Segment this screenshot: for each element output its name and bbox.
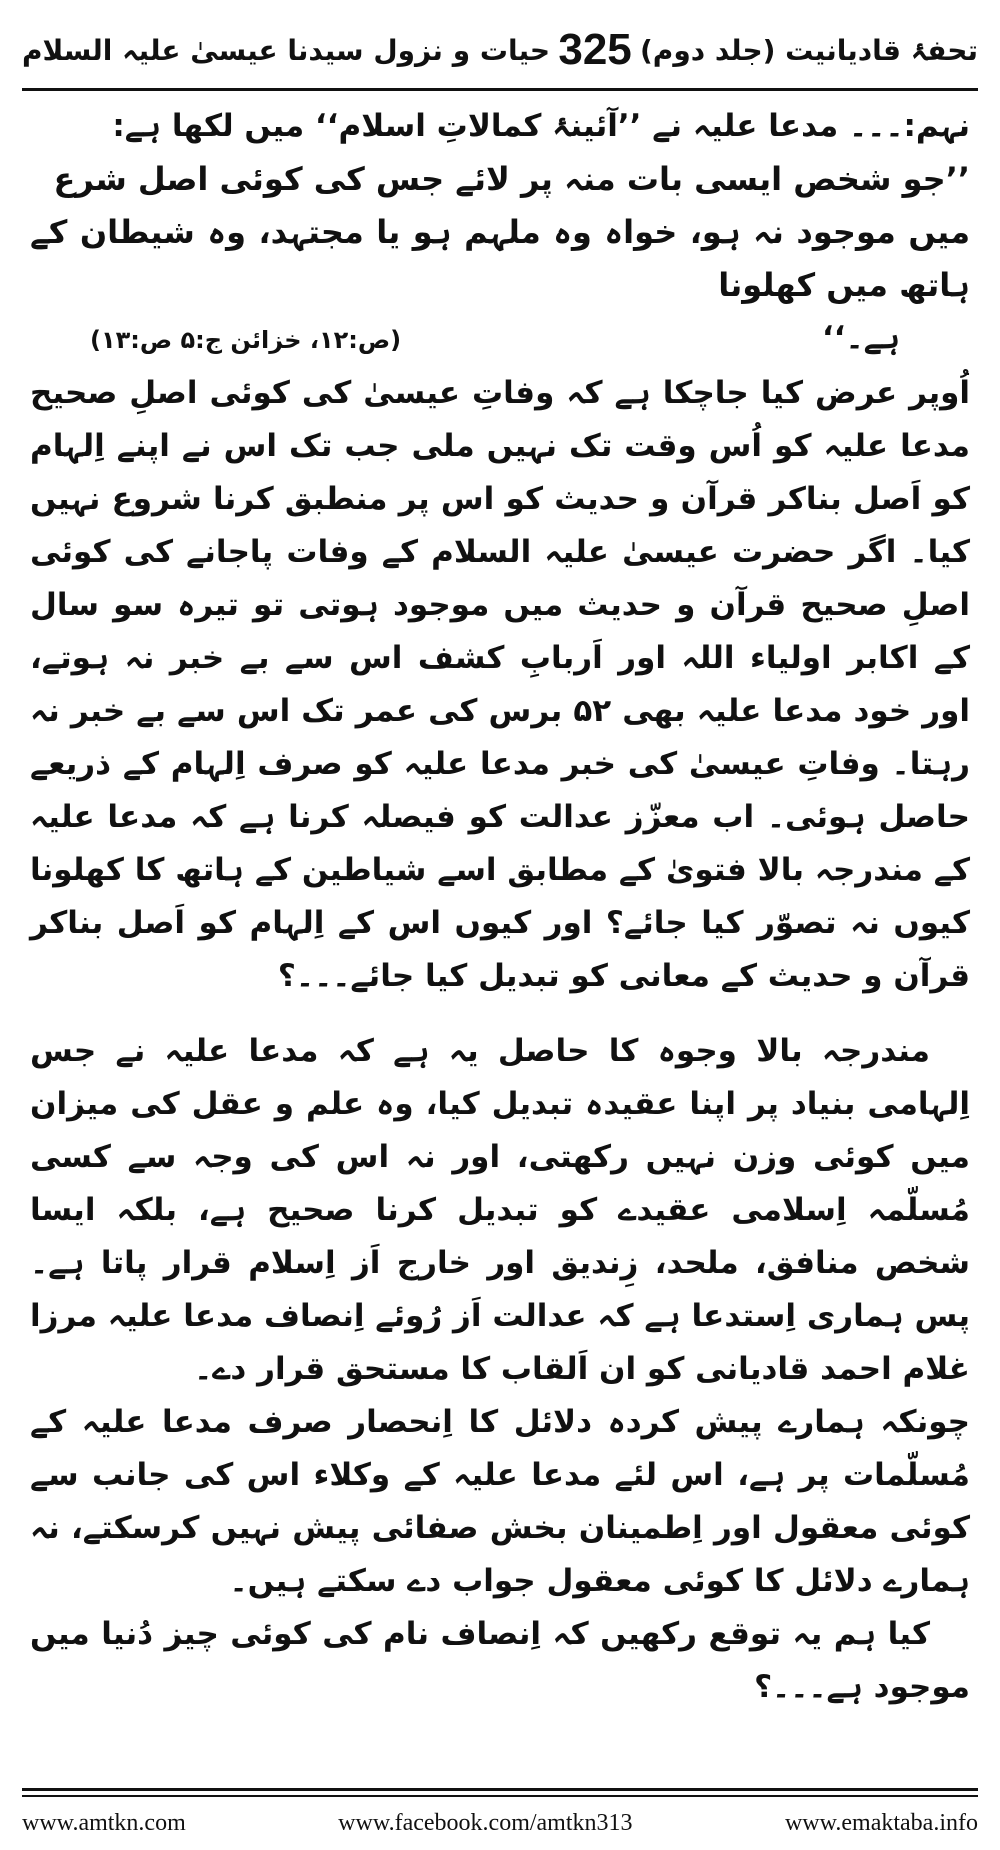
paragraph: اُوپر عرض کیا جاچکا ہے کہ وفاتِ عیسیٰ کی کوئی اصلِ صحیح مدعا علیہ کو اُس وقت تک نہیں ملی جب تک اس نے اپنے اِلہام کو اَصل بناکر قرآن و حدیث کو اس پر منطبق کرنا شروع نہیں کیا۔ اگر حضرت عیسیٰ علیہ السلام کے وفات پاجانے کی کوئی اصلِ صحیح قرآن و حدیث میں موجود ہوتی تو تیرہ سو سال کے اکابر اولیاء اللہ اور اَربابِ کشف اس سے بے خبر نہ ہوتے، اور خود مدعا علیہ بھی ۵۲ برس کی عمر تک اس سے بے خبر نہ رہتا۔ وفاتِ عیسیٰ کی خبر مدعا علیہ کو صرف اِلہام کے ذریعے حاصل ہوئی۔ اب معزّز عدالت کو فیصلہ کرنا ہے کہ مدعا علیہ کے مندرجہ بالا فتویٰ کے مطابق اسے شیاطین کے ہاتھ کا کھلونا کیوں نہ تصوّر کیا جائے؟ اور کیوں اس کے اِلہام کو اَصل بناکر قرآن و حدیث کے معانی کو تبدیل کیا جائے۔۔۔؟ — [30, 375, 970, 994]
footer-link-emaktaba[interactable]: www.emaktaba.info — [784, 1809, 978, 1836]
page-footer — [22, 1805, 978, 1841]
footer-rule — [22, 1788, 978, 1791]
paragraph: کیا ہم یہ توقع رکھیں کہ اِنصاف نام کی کوئی چیز دُنیا میں موجود ہے۔۔۔؟ — [30, 1616, 970, 1705]
paragraph: مندرجہ بالا وجوہ کا حاصل یہ ہے کہ مدعا علیہ نے جس اِلہامی بنیاد پر اپنا عقیدہ تبدیل کیا، وہ علم و عقل کی میزان میں کوئی وزن نہیں رکھتی، اور نہ اس کی وجہ سے کسی مُسلّمہ اِسلامی عقیدے کو تبدیل کرنا صحیح ہے، بلکہ ایسا شخص منافق، ملحد، زِندیق اور خارج اَز اِسلام قرار پاتا ہے۔ پس ہماری اِستدعا ہے کہ عدالت اَز رُوئے اِنصاف مدعا علیہ مرزا غلام احمد قادیانی کو ان اَلقاب کا مستحق قرار دے۔ — [30, 1033, 970, 1387]
quote-line: ہے۔‘‘ — [821, 320, 900, 356]
page-number: 325 — [558, 25, 632, 74]
header-rule — [22, 88, 978, 91]
footer-link-facebook[interactable]: www.facebook.com/amtkn313 — [338, 1809, 633, 1836]
quote-line: ’’جو شخص ایسی بات منہ پر لائے جس کی کوئی اصل شرع — [53, 160, 970, 198]
page-body — [30, 100, 970, 1714]
page-header — [22, 18, 978, 82]
quote-line: میں موجود نہ ہو، خواہ وہ ملہم ہو یا مجتہد، وہ شیطان کے ہاتھ میں کھلونا — [30, 213, 970, 304]
footer-link-amtkn[interactable]: www.amtkn.com — [22, 1809, 186, 1836]
book-title: تحفۂ قادیانیت (جلد دوم) — [640, 33, 978, 67]
section-heading: نہم:۔۔۔ مدعا علیہ نے ’’آئینۂ کمالاتِ اسلام‘‘ میں لکھا ہے: — [112, 108, 970, 144]
paragraph: چونکہ ہمارے پیش کردہ دلائل کا اِنحصار صرف مدعا علیہ کے مُسلّمات پر ہے، اس لئے مدعا علیہ کے وکلاء اس کی جانب سے کوئی معقول اور اِطمینان بخش صفائی پیش نہیں کرسکتے، نہ ہمارے دلائل کا کوئی معقول جواب دے سکتے ہیں۔ — [30, 1404, 970, 1599]
paragraph-gap — [30, 1003, 970, 1025]
quote-end-row — [90, 312, 900, 367]
footer-rule-thin — [22, 1795, 978, 1797]
quote-reference: (ص:۱۲، خزائن ج:۵ ص:۱۳) — [90, 326, 402, 354]
chapter-title: حیات و نزول سیدنا عیسیٰ علیہ السلام — [22, 33, 551, 67]
